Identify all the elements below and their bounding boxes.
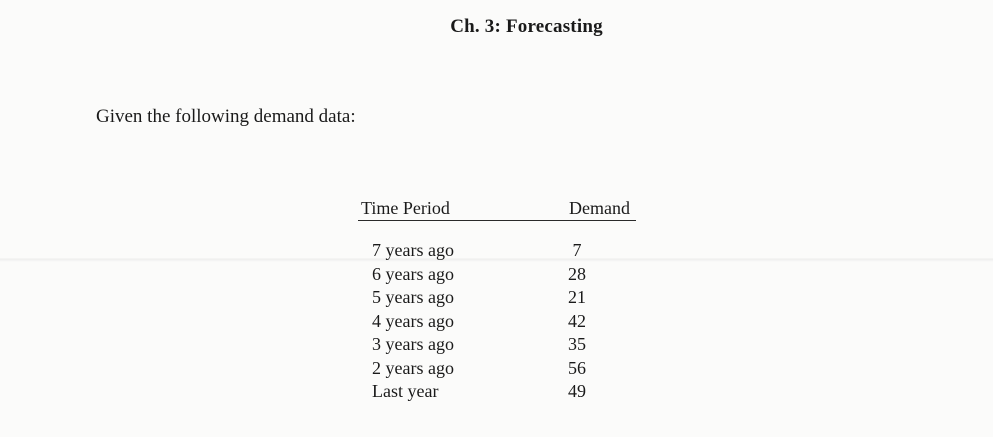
table-header	[358, 198, 636, 221]
demand-cell: 35	[568, 334, 586, 354]
table-row	[358, 380, 636, 404]
demand-cell: 21	[568, 287, 586, 307]
time-period-cell: Last year	[372, 381, 439, 401]
table-row	[358, 263, 636, 287]
time-period-cell: 6 years ago	[372, 263, 454, 284]
table-row	[358, 310, 636, 334]
demand-cell: 49	[568, 381, 586, 401]
time-period-cell: 4 years ago	[372, 310, 454, 331]
table-row	[358, 239, 636, 263]
table-row	[358, 333, 636, 357]
time-period-cell: 7 years ago	[372, 240, 454, 260]
demand-table	[358, 198, 636, 404]
demand-cell: 28	[568, 263, 586, 284]
time-period-cell: 3 years ago	[372, 334, 454, 354]
table-row	[358, 286, 636, 310]
table-body	[358, 239, 636, 404]
chapter-title: Ch. 3: Forecasting	[450, 16, 603, 37]
intro-text: Given the following demand data:	[96, 106, 356, 127]
time-period-cell: 2 years ago	[372, 357, 454, 378]
time-period-cell: 5 years ago	[372, 287, 454, 307]
demand-cell: 56	[568, 357, 586, 378]
demand-cell: 42	[568, 310, 586, 331]
demand-cell: 7	[572, 240, 582, 260]
column-header-demand: Demand	[569, 198, 630, 218]
column-header-time-period: Time Period	[361, 198, 450, 218]
table-row	[358, 357, 636, 381]
